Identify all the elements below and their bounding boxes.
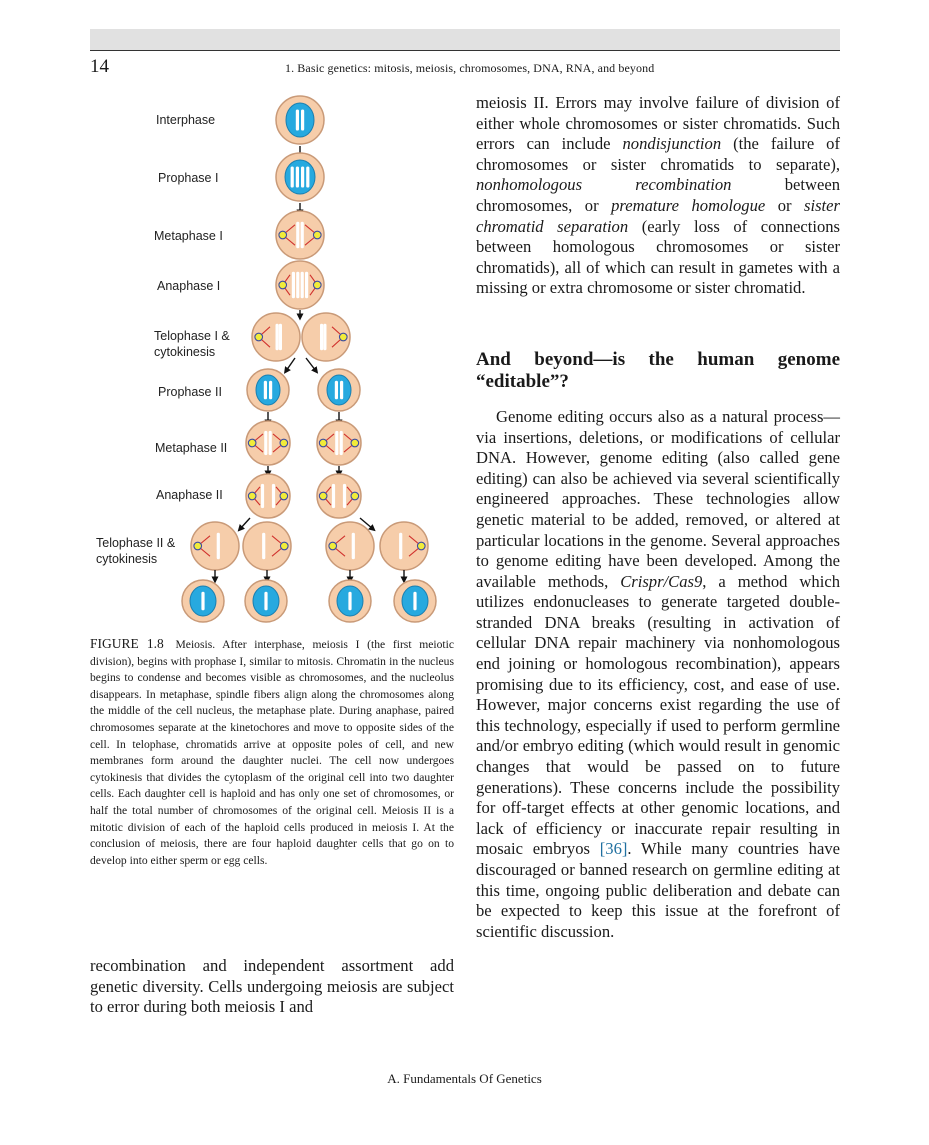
text-run: Genome editing occurs also as a natural process—via insertions, deletions, or modifications of cellular DNA. However, genome editing (also called gene editing) can also be achieved via several scientifically engineered approaches. These technologies allow genetic material to be added, removed, or altered at particular locations in the genome. Several approaches to genome editing have been developed. Among the available methods,: [476, 406, 840, 591]
term-nondisjunction: nondisjunction: [622, 134, 722, 154]
chromosome: [413, 592, 416, 611]
chromosome: [264, 592, 267, 611]
centrosome: [313, 281, 321, 289]
daughter-cell-3: [329, 580, 371, 622]
left-column-text: recombination and independent assortment add genetic diversity. Cells undergoing meiosis are subject to error during both meiosis I and: [90, 956, 454, 1017]
cell-telophase-1-right: [302, 313, 350, 361]
chromosome: [269, 431, 272, 455]
centrosome: [351, 439, 359, 447]
chromosome: [301, 222, 304, 248]
daughter-cell-1: [182, 580, 224, 622]
chromosome: [201, 592, 204, 611]
meiosis-diagram: [90, 93, 455, 628]
text-run: between chromosomes, or: [476, 175, 840, 215]
stage-label-telophase-1: Telophase I & cytokinesis: [154, 329, 230, 359]
text-run: (the failure of chromosomes or sister chromatids to separate),: [476, 134, 840, 174]
centrosome: [280, 542, 288, 550]
meiosis-figure: [90, 93, 455, 628]
nucleus: [285, 160, 315, 194]
text-run: . While many countries have discouraged or banned research on germline editing at this time, ongoing public deliberation and debate can be expected to keep this issue at the forefront of scientific discussion.: [476, 839, 840, 941]
cell-metaphase-2-left: [246, 421, 290, 465]
cell-metaphase-1: [276, 211, 324, 259]
right-column: [476, 93, 840, 942]
centrosome: [329, 542, 337, 550]
stage-label-prophase-1: Prophase I: [158, 171, 219, 185]
chromosome: [217, 533, 220, 559]
header-band: [90, 29, 840, 51]
chromosome: [296, 166, 299, 187]
chromosome: [306, 166, 309, 187]
cell-prophase-2-left: [247, 369, 289, 411]
chromosome: [301, 166, 304, 187]
figure-caption-text: Meiosis. After interphase, meiosis I (the first meiotic division), begins with prophase I, similar to mitosis. Chromatin in the nucleus begins to condense and becomes visible as chromosomes, and the nucleolus disappears. In metaphase, spindle fibers align along the chromosomes along the middle of the cell nucleus, the metaphase plate. During anaphase, paired chromosomes separate at the kinetochores and move to opposite sides of the cell. In telophase, chromatids arrive at opposite poles of cell, and new membranes form around the daughter nuclei. The cell now undergoes cytokinesis that divides the cytoplasm of the original cell into two daughter cells. Each daughter cell is haploid and has only one set of chromosomes, or half the total number of chromosomes of the original cell. Meiosis II is a mitotic division of each of the haploid cells produced in meiosis I. At the conclusion of meiosis, there are four haploid daughter cells that go on to develop into either sperm or egg cells.: [90, 638, 454, 867]
centrosome: [279, 231, 287, 239]
cell-telophase-2-3: [326, 522, 374, 570]
text-run: meiosis II. Errors may involve failure of division of either whole chromosomes or sister chromatids. Such errors can include: [476, 93, 840, 154]
section-title: And beyond—is the human genome “editable”?: [476, 348, 840, 392]
paragraph-errors: [476, 93, 840, 299]
chromosome: [301, 109, 304, 130]
flow-arrow: [306, 358, 316, 371]
stage-label-anaphase-2: Anaphase II: [156, 488, 223, 502]
chromosome: [343, 484, 346, 508]
chromosome: [340, 381, 343, 400]
chromosome: [292, 272, 295, 298]
chromosome: [335, 431, 338, 455]
chromosome: [352, 533, 355, 559]
chromosome: [332, 484, 335, 508]
centrosome: [313, 231, 321, 239]
daughter-cell-2: [245, 580, 287, 622]
stage-label-metaphase-2: Metaphase II: [155, 441, 228, 455]
centrosome: [280, 439, 288, 447]
nucleus: [286, 103, 314, 137]
text-run: (early loss of connections between homologous chromosomes or sister chromatids), all of which can result in gametes with a missing or extra chromosome or sister chromatid.: [476, 216, 841, 298]
flow-arrow: [240, 518, 250, 529]
term-nonhomologous-recombination: nonhomologous recombination: [476, 175, 732, 195]
paragraph-genome-editing: [476, 407, 840, 942]
centrosome: [194, 542, 202, 550]
cell-metaphase-2-right: [317, 421, 361, 465]
chromosome: [262, 533, 265, 559]
centrosome: [417, 542, 425, 550]
figure-caption: [90, 636, 454, 869]
chromosome: [348, 592, 351, 611]
chromosome: [335, 381, 338, 400]
cell-anaphase-1: [276, 261, 324, 309]
running-head: 1. Basic genetics: mitosis, meiosis, chromosomes, DNA, RNA, and beyond: [285, 61, 655, 75]
chromosome: [276, 324, 279, 350]
chromosome: [279, 324, 282, 350]
chromosome: [296, 109, 299, 130]
centrosome: [319, 439, 327, 447]
cell-telophase-2-2: [243, 522, 291, 570]
chromosome: [272, 484, 275, 508]
chromosome: [296, 272, 299, 298]
page-number: 14: [90, 56, 109, 77]
chromosome: [323, 324, 326, 350]
chromosome: [269, 381, 272, 400]
stage-label-metaphase-1: Metaphase I: [154, 229, 223, 243]
cell-telophase-2-1: [191, 522, 239, 570]
chromosome: [296, 222, 299, 248]
cell-anaphase-2-right: [317, 474, 361, 518]
centrosome: [351, 492, 359, 500]
page-footer: A. Fundamentals Of Genetics: [387, 1071, 542, 1086]
chromosome: [264, 431, 267, 455]
text-run: , a method which utilizes endonucleases to generate targeted double-stranded DNA breaks (resulting in activation of cellular DNA repair machinery via nonhomologous end joining or homologous recombination), appears promising due to its efficiency, cost, and ease of use. However, major concerns exist regarding the use of this technology, especially if used to perform germline and/or embryo editing (which would result in genomic changes that would be passed on to future generations). These concerns include the possibility for off-target effects at other genomic locations, and lack of efficiency or inaccurate repair resulting in mosaic embryos: [476, 571, 840, 859]
centrosome: [280, 492, 288, 500]
term-premature-homologue: premature homologue: [611, 195, 766, 215]
centrosome: [255, 333, 263, 341]
term-crispr-cas9: Crispr/Cas9: [620, 571, 703, 591]
term-sister-chromatid-separation: sister chromatid separation: [476, 195, 840, 236]
chromosome: [301, 272, 304, 298]
stage-label-anaphase-1: Anaphase I: [157, 279, 221, 293]
centrosome: [339, 333, 347, 341]
daughter-cell-4: [394, 580, 436, 622]
cell-interphase: [276, 96, 324, 144]
cell-telophase-2-4: [380, 522, 428, 570]
text-run: or: [765, 195, 805, 215]
cell-anaphase-2-left: [246, 474, 290, 518]
chromosome: [305, 272, 308, 298]
chromosome: [340, 431, 343, 455]
centrosome: [248, 439, 256, 447]
centrosome: [279, 281, 287, 289]
citation-link[interactable]: [36]: [599, 839, 628, 859]
nucleus: [327, 375, 351, 405]
chromosome: [320, 324, 323, 350]
chromosome: [261, 484, 264, 508]
nucleus: [256, 375, 280, 405]
figure-caption-id: FIGURE 1.8: [90, 636, 164, 651]
centrosome: [319, 492, 327, 500]
cell-telophase-1-left: [252, 313, 300, 361]
cell-prophase-1: [276, 153, 324, 201]
flow-arrow: [286, 358, 295, 371]
chromosome: [291, 166, 294, 187]
cell-prophase-2-right: [318, 369, 360, 411]
chromosome: [399, 533, 402, 559]
centrosome: [248, 492, 256, 500]
stage-label-interphase: Interphase: [156, 113, 216, 127]
chromosome: [264, 381, 267, 400]
stage-label-prophase-2: Prophase II: [158, 385, 222, 399]
stage-label-telophase-2: Telophase II & cytokinesis: [96, 536, 176, 566]
